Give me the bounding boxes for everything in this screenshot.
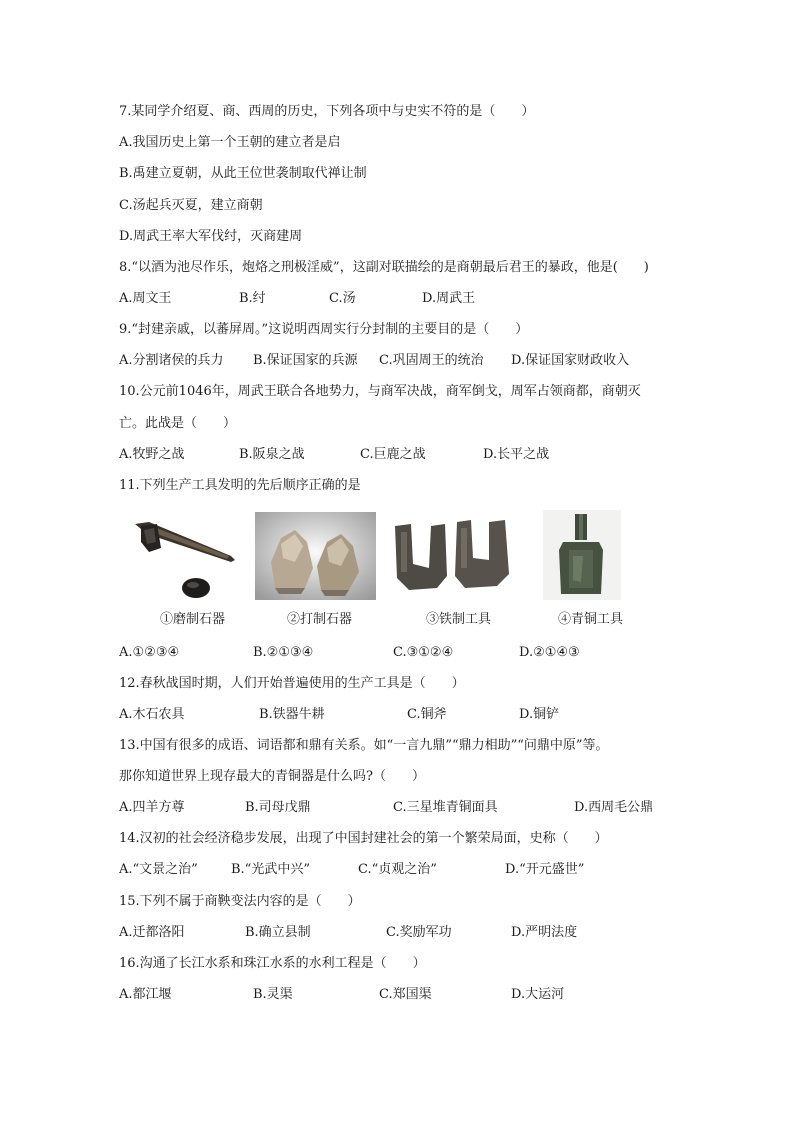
question-16-option-a: A.都江堰 xyxy=(119,987,172,1002)
question-14-option-a: A.“文景之治” xyxy=(119,862,198,877)
question-12-option-b: B.铁器牛耕 xyxy=(259,707,325,722)
question-8-stem: 8.“以酒为池尽作乐，炮烙之刑极淫威”，这副对联描绘的是商朝最后君王的暴政，他是( ) xyxy=(119,260,649,275)
question-9-stem: 9.“封建亲戚，以蕃屏周。”这说明西周实行分封制的主要目的是（ ） xyxy=(119,322,529,337)
polished-stone-tool-image xyxy=(127,512,239,600)
question-9-option-b: B.保证国家的兵源 xyxy=(253,353,358,368)
question-10-stem-line1: 10.公元前1046年，周武王联合各地势力，与商军决战，商军倒戈，周军占领商都，商朝灭 xyxy=(119,384,641,399)
chipped-stone-tool-image xyxy=(255,512,376,600)
question-11-option-d: D.②①④③ xyxy=(519,645,580,660)
question-10-option-d: D.长平之战 xyxy=(483,447,550,462)
question-13-stem-line1: 13.中国有很多的成语、词语都和鼎有关系。如“一言九鼎”“鼎力相助”“问鼎中原”等。 xyxy=(119,738,609,753)
image-caption-1: ①磨制石器 xyxy=(160,612,226,627)
question-14-option-b: B.“光武中兴” xyxy=(231,862,310,877)
question-10-option-c: C.巨鹿之战 xyxy=(360,447,426,462)
question-13-option-b: B.司母戊鼎 xyxy=(245,800,311,815)
question-7-option-a: A.我国历史上第一个王朝的建立者是启 xyxy=(119,135,341,150)
image-caption-2: ②打制石器 xyxy=(287,612,353,627)
question-10-stem-line2: 亡。此战是（ ） xyxy=(119,416,237,431)
question-8-option-a: A.周文王 xyxy=(119,291,172,306)
question-12-stem: 12.春秋战国时期，人们开始普遍使用的生产工具是（ ） xyxy=(119,676,465,691)
question-12-option-d: D.铜铲 xyxy=(519,707,560,722)
question-11-option-a: A.①②③④ xyxy=(119,645,180,660)
question-9-option-d: D.保证国家财政收入 xyxy=(511,353,630,368)
question-11-option-b: B.②①③④ xyxy=(253,645,314,660)
question-11-stem: 11.下列生产工具发明的先后顺序正确的是 xyxy=(119,478,361,493)
question-14-option-d: D.“开元盛世” xyxy=(505,862,585,877)
question-16-stem: 16.沟通了长江水系和珠江水系的水利工程是（ ） xyxy=(119,956,426,971)
question-7-option-d: D.周武王率大军伐纣，灭商建周 xyxy=(119,229,303,244)
image-caption-4: ④青铜工具 xyxy=(558,612,624,627)
question-7-stem: 7.某同学介绍夏、商、西周的历史，下列各项中与史实不符的是（ ） xyxy=(119,104,535,119)
question-8-option-c: C.汤 xyxy=(329,291,356,306)
question-9-option-c: C.巩固周王的统治 xyxy=(379,353,484,368)
question-14-stem: 14.汉初的社会经济稳步发展，出现了中国封建社会的第一个繁荣局面，史称（ ） xyxy=(119,831,608,846)
question-15-option-a: A.迁都洛阳 xyxy=(119,925,185,940)
question-13-option-d: D.西周毛公鼎 xyxy=(574,800,654,815)
question-13-stem-line2: 那你知道世界上现存最大的青铜器是什么吗?（ ） xyxy=(119,769,425,784)
question-10-option-b: B.阪泉之战 xyxy=(239,447,305,462)
question-7-option-b: B.禹建立夏朝，从此王位世袭制取代禅让制 xyxy=(119,166,367,181)
question-7-option-c: C.汤起兵灭夏，建立商朝 xyxy=(119,198,263,213)
image-caption-3: ③铁制工具 xyxy=(426,612,492,627)
question-14-option-c: C.“贞观之治” xyxy=(358,862,437,877)
question-16-option-c: C.郑国渠 xyxy=(379,987,432,1002)
question-15-option-b: B.确立县制 xyxy=(245,925,311,940)
iron-tool-image xyxy=(387,512,518,600)
question-15-option-c: C.奖励军功 xyxy=(386,925,452,940)
question-11-option-c: C.③①②④ xyxy=(393,645,454,660)
question-12-option-a: A.木石农具 xyxy=(119,707,185,722)
question-13-option-a: A.四羊方尊 xyxy=(119,800,185,815)
question-15-stem: 15.下列不属于商鞅变法内容的是（ ） xyxy=(119,894,361,909)
question-16-option-d: D.大运河 xyxy=(511,987,565,1002)
question-13-option-c: C.三星堆青铜面具 xyxy=(393,800,498,815)
question-8-option-b: B.纣 xyxy=(239,291,266,306)
question-8-option-d: D.周武王 xyxy=(422,291,476,306)
question-10-option-a: A.牧野之战 xyxy=(119,447,185,462)
bronze-tool-image xyxy=(543,510,621,600)
question-16-option-b: B.灵渠 xyxy=(253,987,293,1002)
question-12-option-c: C.铜斧 xyxy=(407,707,447,722)
question-15-option-d: D.严明法度 xyxy=(511,925,578,940)
question-9-option-a: A.分割诸侯的兵力 xyxy=(119,353,224,368)
